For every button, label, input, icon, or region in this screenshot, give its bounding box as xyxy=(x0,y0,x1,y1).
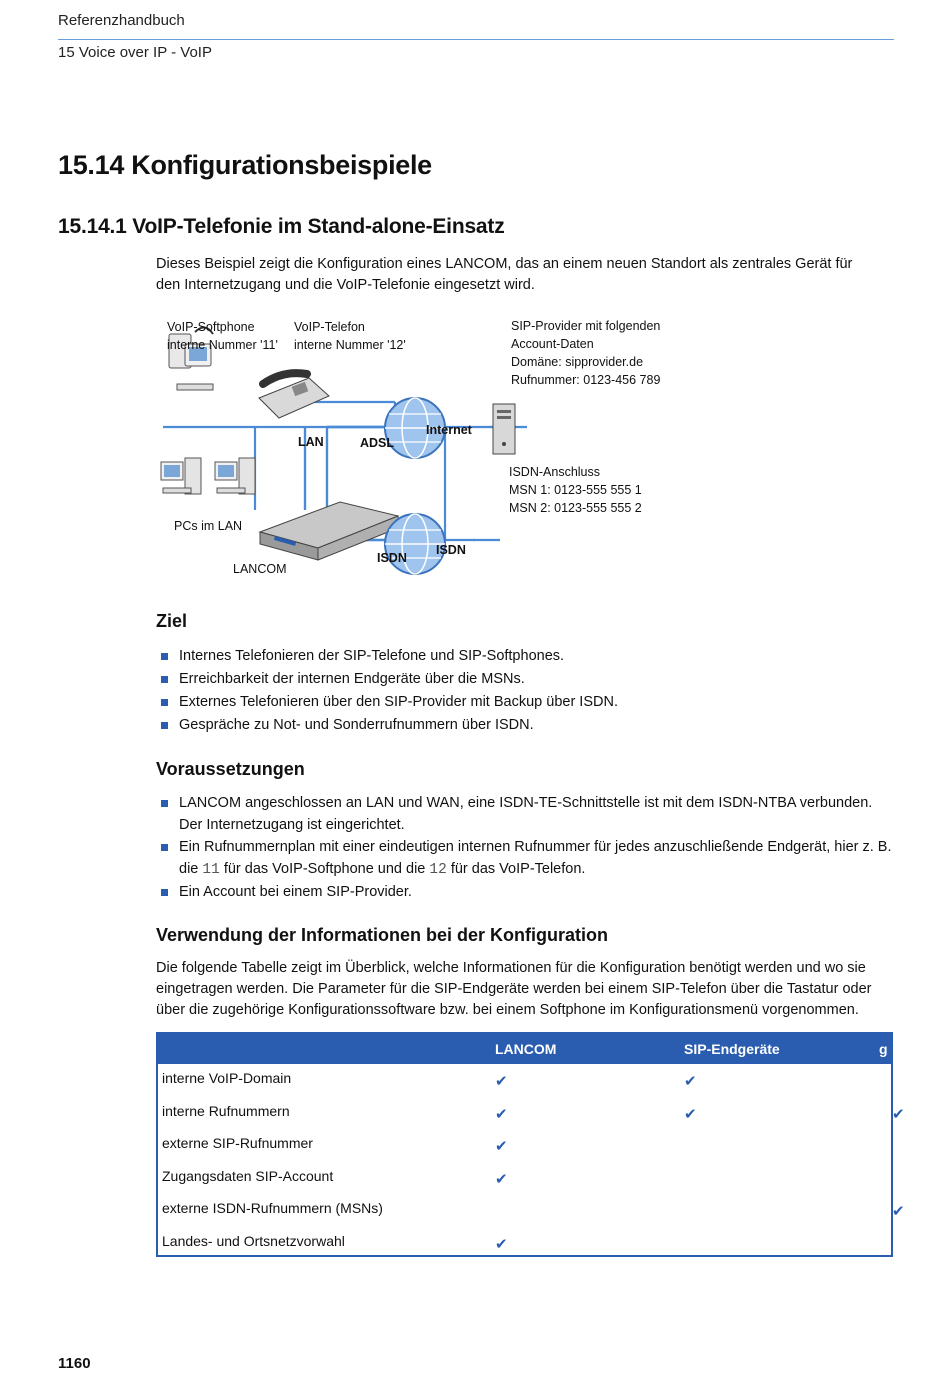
lan-pcs-icon xyxy=(161,458,255,494)
running-header-chapter: 15 Voice over IP - VoIP xyxy=(58,44,212,61)
list-item: Internes Telefonieren der SIP-Telefone und SIP-Softphones. xyxy=(156,645,896,667)
list-item: LANCOM angeschlossen an LAN und WAN, eine ISDN-TE-Schnittstelle ist mit dem ISDN-NTBA verbunden. Der Internetzugang ist eingerichtet. xyxy=(156,792,896,836)
list-item: Erreichbarkeit der internen Endgeräte über die MSNs. xyxy=(156,668,896,690)
table-row xyxy=(158,1131,893,1163)
check-icon: ✔ xyxy=(684,1073,697,1090)
lancom-label: LANCOM xyxy=(233,562,287,576)
code-11: 11 xyxy=(202,862,220,878)
section-title: 15.14 Konfigurationsbeispiele xyxy=(58,150,432,180)
table-row xyxy=(158,1066,893,1098)
list-item: Gespräche zu Not- und Sonderrufnummern über ISDN. xyxy=(156,714,896,736)
list-item: Externes Telefonieren über den SIP-Provider mit Backup über ISDN. xyxy=(156,691,896,713)
voraussetzungen-heading: Voraussetzungen xyxy=(156,759,305,779)
check-icon: ✔ xyxy=(495,1235,508,1253)
pcs-label: PCs im LAN xyxy=(174,519,243,533)
adsl-label: ADSL xyxy=(360,436,395,450)
header-divider xyxy=(58,39,894,40)
phone-label: VoIP-Telefon xyxy=(294,320,365,334)
config-table xyxy=(156,1032,905,1257)
check-icon: ✔ xyxy=(684,1105,697,1123)
provider-domain-label: Domäne: sipprovider.de xyxy=(511,355,644,369)
check-icon: ✔ xyxy=(495,1170,508,1188)
table-row xyxy=(158,1196,905,1228)
row-label: Zugangsdaten SIP-Account xyxy=(162,1167,334,1184)
code-12: 12 xyxy=(429,862,447,878)
row-label: interne Rufnummern xyxy=(162,1102,290,1119)
sip-server-icon xyxy=(493,404,515,454)
msn2-label: MSN 2: 0123-555 555 2 xyxy=(509,501,642,515)
isdn-left-label: ISDN xyxy=(377,551,407,565)
table-row xyxy=(158,1229,893,1261)
network-diagram xyxy=(155,310,715,600)
isdn-connection-label: ISDN-Anschluss xyxy=(509,465,600,479)
voip-desk-phone-icon xyxy=(259,373,329,418)
internet-label: Internet xyxy=(426,423,472,437)
isdn-right-label: ISDN xyxy=(436,543,466,557)
provider-account-label: Account-Daten xyxy=(511,337,594,351)
provider-number-label: Rufnummer: 0123-456 789 xyxy=(511,373,661,387)
col-header-lancom: LANCOM xyxy=(495,1041,557,1057)
voraussetzungen-list xyxy=(156,792,896,903)
intro-paragraph: Dieses Beispiel zeigt die Konfiguration eines LANCOM, das an einem neuen Standort als zentrales Gerät für den Internetzugang und die VoIP-Telefonie eingesetzt wird. xyxy=(156,256,853,293)
check-icon: ✔ xyxy=(892,1105,905,1123)
softphone-label: VoIP-Softphone xyxy=(167,320,255,334)
table-row xyxy=(158,1099,905,1131)
table-row xyxy=(158,1164,893,1196)
verwendung-heading: Verwendung der Informationen bei der Konfiguration xyxy=(156,925,609,945)
check-icon: ✔ xyxy=(495,1138,508,1155)
col-header-sip: SIP-Endgeräte xyxy=(684,1041,780,1057)
page-number: 1160 xyxy=(58,1355,91,1372)
check-icon: ✔ xyxy=(495,1105,508,1123)
msn1-label: MSN 1: 0123-555 555 1 xyxy=(509,483,642,497)
row-label: externe SIP-Rufnummer xyxy=(162,1135,313,1151)
row-label: externe ISDN-Rufnummern (MSNs) xyxy=(162,1200,383,1216)
row-label: Landes- und Ortsnetzvorwahl xyxy=(162,1232,345,1249)
running-header-book: Referenzhandbuch xyxy=(58,12,185,29)
phone-number-label: interne Nummer '12' xyxy=(294,338,406,352)
list-item: Ein Account bei einem SIP-Provider. xyxy=(156,881,896,903)
check-icon: ✔ xyxy=(892,1203,905,1220)
verwendung-paragraph: Die folgende Tabelle zeigt im Überblick, welche Informationen für die Konfiguration benötigt werden und wo sie eingetragen werden. Die Parameter für die SIP-Endgeräte werden bei einem SIP-Telefon über die Tastatur oder über die zugehörige Konfigurationssoftware bzw. bei einem Softphone im Konfigurationsmenü vorgenommen. xyxy=(156,960,872,1018)
provider-label: SIP-Provider mit folgenden xyxy=(511,319,661,333)
check-icon: ✔ xyxy=(495,1073,508,1090)
softphone-number-label: interne Nummer '11' xyxy=(167,338,278,352)
table-header xyxy=(158,1034,893,1064)
ziel-list xyxy=(156,645,896,736)
col-header-third: g xyxy=(879,1041,888,1057)
list-item: Ein Rufnummernplan mit einer eindeutigen internen Rufnummer für jedes anzuschließende Endgerät, hier z. B. die 11 für das VoIP-Softphone und die 12 für das VoIP-Telefon. xyxy=(156,836,896,881)
ziel-heading: Ziel xyxy=(156,611,188,631)
subsection-title: 15.14.1 VoIP-Telefonie im Stand-alone-Einsatz xyxy=(58,215,505,238)
lan-label: LAN xyxy=(298,435,324,449)
row-label: interne VoIP-Domain xyxy=(162,1070,292,1086)
